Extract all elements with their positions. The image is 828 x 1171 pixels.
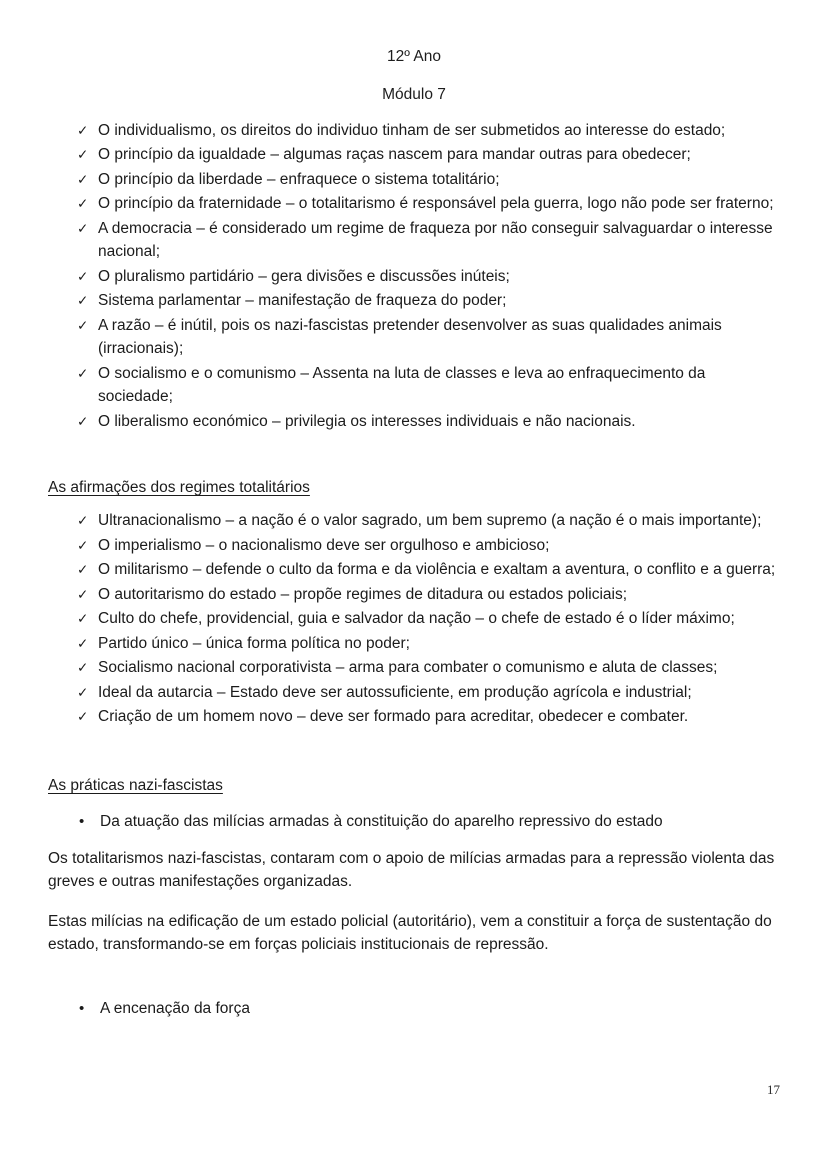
list-item — [48, 119, 780, 143]
check-icon: ✓ — [77, 562, 89, 578]
section-heading-afirmacoes: As afirmações dos regimes totalitários — [48, 479, 310, 497]
dot-bullet-icon: • — [79, 999, 85, 1017]
check-icon: ✓ — [77, 317, 89, 333]
list-item — [48, 143, 780, 167]
check-icon: ✓ — [77, 635, 89, 651]
paragraph-milicias-apoio: Os totalitarismos nazi-fascistas, contaram com o apoio de milícias armadas para a repressão violenta das greves e outras manifestações organizadas. — [48, 849, 775, 891]
list-item-text: O liberalismo económico – privilegia os interesses individuais e não nacionais. — [98, 412, 636, 430]
list-item — [48, 705, 780, 729]
header-year: 12º Ano — [387, 48, 441, 65]
list-item — [48, 534, 780, 558]
list-item-text: Ultranacionalismo – a nação é o valor sagrado, um bem supremo (a nação é o mais importante); — [98, 512, 762, 530]
list-item — [48, 265, 780, 289]
page-content — [48, 0, 780, 1021]
list-item-text: O pluralismo partidário – gera divisões e discussões inúteis; — [98, 267, 510, 285]
list-item-text: O princípio da liberdade – enfraquece o sistema totalitário; — [98, 170, 500, 188]
check-icon: ✓ — [77, 684, 89, 700]
page-number: 17 — [767, 1082, 780, 1097]
check-icon: ✓ — [77, 122, 89, 138]
check-icon: ✓ — [77, 293, 89, 309]
list-item-text: Da atuação das milícias armadas à constituição do aparelho repressivo do estado — [100, 813, 663, 831]
list-item-text: A encenação da força — [100, 999, 250, 1017]
spacer — [48, 434, 780, 478]
list-item — [48, 289, 780, 313]
list-item-text: A razão – é inútil, pois os nazi-fascistas pretender desenvolver as suas qualidades animais (irracionais); — [98, 316, 722, 358]
list-item-text: O autoritarismo do estado – propõe regimes de ditadura ou estados policiais; — [98, 585, 628, 603]
afirmacoes-list — [48, 509, 780, 729]
check-icon: ✓ — [77, 268, 89, 284]
section-heading-praticas: As práticas nazi-fascistas — [48, 776, 223, 794]
check-icon: ✓ — [77, 147, 89, 163]
list-item — [48, 632, 780, 656]
dot-bullet-icon: • — [79, 813, 85, 831]
spacer — [48, 105, 780, 119]
list-item — [48, 558, 780, 582]
list-item-text: Sistema parlamentar – manifestação de fraqueza do poder; — [98, 292, 507, 310]
list-item — [48, 681, 780, 705]
check-icon: ✓ — [77, 413, 89, 429]
list-item-text: A democracia – é considerado um regime de fraqueza por não conseguir salvaguardar o interesse nacional; — [98, 219, 773, 261]
list-item — [48, 583, 780, 607]
check-icon: ✓ — [77, 611, 89, 627]
document-header — [48, 0, 780, 105]
list-item — [48, 168, 780, 192]
list-item-text: Socialismo nacional corporativista – arma para combater o comunismo e aluta de classes; — [98, 659, 718, 677]
spacer — [48, 730, 780, 776]
intro-list — [48, 119, 780, 434]
list-item — [48, 314, 780, 361]
list-item-text: O militarismo – defende o culto da forma e da violência e exaltam a aventura, o conflito e a guerra; — [98, 561, 776, 579]
spacer — [48, 498, 780, 509]
header-module: Módulo 7 — [382, 86, 446, 104]
list-item — [48, 509, 780, 533]
spacer — [48, 835, 780, 847]
check-icon: ✓ — [77, 537, 89, 553]
list-item — [48, 607, 780, 631]
list-item — [48, 656, 780, 680]
list-item — [48, 362, 780, 409]
list-item-text: Partido único – única forma política no poder; — [98, 634, 410, 652]
paragraph-estado-policial: Estas milícias na edificação de um estado policial (autoritário), vem a constituir a força de sustentação do estado, transformando-se em forças policiais institucionais de repressão. — [48, 912, 772, 954]
list-item — [48, 410, 780, 434]
list-item — [48, 810, 780, 834]
list-item-text: Ideal da autarcia – Estado deve ser autossuficiente, em produção agrícola e industrial; — [98, 683, 692, 701]
check-icon: ✓ — [77, 365, 89, 381]
praticas-second-list — [48, 997, 780, 1021]
list-item-text: O individualismo, os direitos do individuo tinham de ser submetidos ao interesse do estado; — [98, 121, 726, 139]
check-icon: ✓ — [77, 709, 89, 725]
check-icon: ✓ — [77, 513, 89, 529]
check-icon: ✓ — [77, 196, 89, 212]
list-item-text: O imperialismo – o nacionalismo deve ser orgulhoso e ambicioso; — [98, 536, 550, 554]
check-icon: ✓ — [77, 171, 89, 187]
list-item — [48, 192, 780, 216]
list-item-text: O princípio da igualdade – algumas raças nascem para mandar outras para obedecer; — [98, 146, 691, 164]
list-item-text: Criação de um homem novo – deve ser formado para acreditar, obedecer e combater. — [98, 708, 689, 726]
spacer — [48, 957, 780, 997]
check-icon: ✓ — [77, 586, 89, 602]
praticas-first-list — [48, 810, 780, 834]
spacer — [48, 894, 780, 910]
list-item — [48, 217, 780, 264]
spacer — [48, 796, 780, 810]
list-item-text: Culto do chefe, providencial, guia e salvador da nação – o chefe de estado é o líder máximo; — [98, 610, 735, 628]
list-item-text: O socialismo e o comunismo – Assenta na luta de classes e leva ao enfraquecimento da sociedade; — [98, 364, 706, 406]
check-icon: ✓ — [77, 220, 89, 236]
list-item-text: O princípio da fraternidade – o totalitarismo é responsável pela guerra, logo não pode ser fraterno; — [98, 195, 774, 213]
list-item — [48, 997, 780, 1021]
check-icon: ✓ — [77, 660, 89, 676]
